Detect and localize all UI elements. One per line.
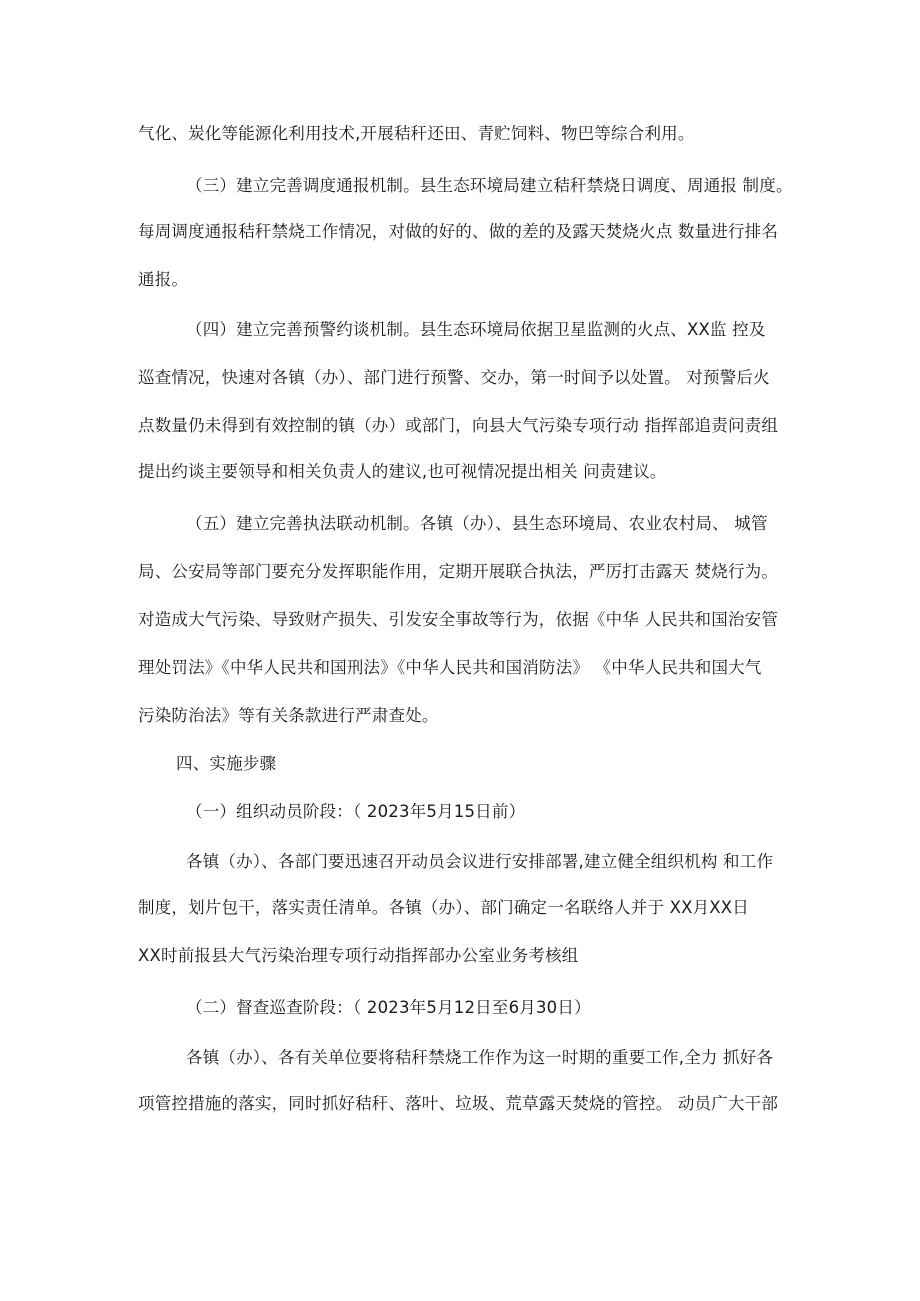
paragraph-line: 气化、炭化等能源化利用技术,开展秸秆还田、青贮饲料、物巴等综合利用。 [138,124,695,143]
paragraph-line: （四）建立完善预警约谈机制。县生态环境局依据卫星监测的火点、XX监 控及 [186,320,766,339]
paragraph-line: （五）建立完善执法联动机制。各镇（办）、县生态环境局、农业农村局、 城管 [186,514,768,533]
paragraph-line: 理处罚法》《中华人民共和国刑法》《中华人民共和国消防法》 《中华人民共和国大气 [138,658,762,677]
paragraph-line: 局、公安局等部门要充分发挥职能作用，定期开展联合执法，严厉打击露天 焚烧行为。 [138,562,779,581]
paragraph-line: 各镇（办）、各部门要迅速召开动员会议进行安排部署,建立健全组织机构 和工作 [186,852,774,871]
paragraph-line: 污染防治法》等有关条款进行严肃查处。 [138,706,439,725]
paragraph-line: 点数量仍未得到有效控制的镇（办）或部门，向县大气污染专项行动 指挥部追责问责组 [138,416,779,435]
paragraph-line: 制度，划片包干，落实责任清单。各镇（办）、部门确定一名联络人并于 XX月XX日 [138,898,750,917]
paragraph-line: 各镇（办）、各有关单位要将秸秆禁烧工作作为这一时期的重要工作,全力 抓好各 [186,1048,774,1067]
paragraph-line: 提出约谈主要领导和相关负责人的建议,也可视情况提出相关 问责建议。 [138,462,667,481]
paragraph-line: 项管控措施的落实，同时抓好秸秆、落叶、垃圾、荒草露天焚烧的管控。 动员广大干部 [138,1094,779,1113]
paragraph-line: XX时前报县大气污染治理专项行动指挥部办公室业务考核组 [138,946,579,965]
paragraph-line: （三）建立完善调度通报机制。县生态环境局建立秸秆禁烧日调度、周通报 制度。 [186,176,793,195]
subsection-heading: （一）组织动员阶段：（ 2023年5月15日前） [186,802,526,821]
paragraph-line: 每周调度通报秸秆禁烧工作情况，对做的好的、做的差的及露天焚烧火点 数量进行排名 [138,222,779,241]
paragraph-line: 巡查情况，快速对各镇（办）、部门进行预警、交办，第一时间予以处置。 对预警后火 [138,368,770,387]
subsection-heading: （二）督查巡查阶段：（ 2023年5月12日至6月30日） [186,998,591,1017]
section-heading: 四、实施步骤 [176,754,277,773]
paragraph-line: 通报。 [138,270,189,289]
paragraph-line: 对造成大气污染、导致财产损失、引发安全事故等行为，依据《中华 人民共和国治安管 [138,610,779,629]
